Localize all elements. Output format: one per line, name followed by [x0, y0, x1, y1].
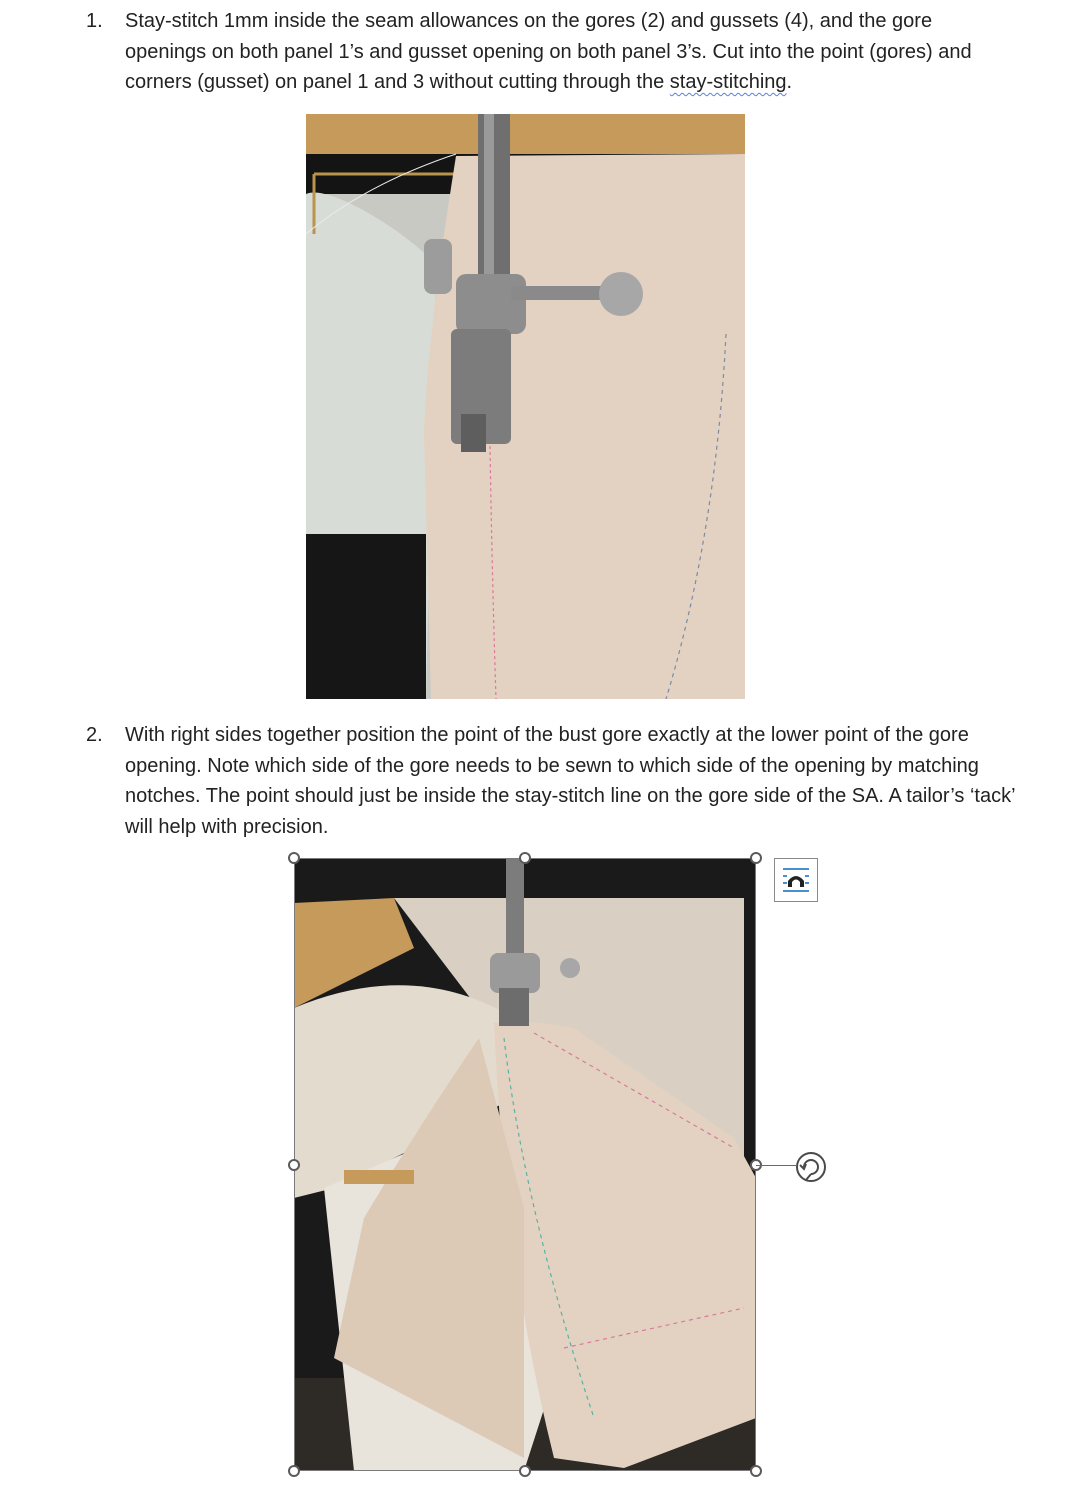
rotate-handle[interactable] [794, 1150, 828, 1184]
resize-handle-bottom-center[interactable] [519, 1465, 531, 1477]
step-number: 2. [86, 724, 103, 746]
layout-options-icon [775, 859, 817, 901]
resize-handle-middle-left[interactable] [288, 1159, 300, 1171]
sewing-bust-gore-photo[interactable] [294, 858, 756, 1471]
resize-handle-bottom-left[interactable] [288, 1465, 300, 1477]
layout-options-button[interactable] [774, 858, 818, 902]
resize-handle-top-right[interactable] [750, 852, 762, 864]
sewing-machine-stay-stitching-photo[interactable] [306, 114, 745, 699]
rotate-icon [794, 1150, 828, 1184]
step-text[interactable]: Stay-stitch 1mm inside the seam allowances on the gores (2) and gussets (4), and the gore openings on both panel 1’s and gusset opening on both panel 3’s. Cut into the point (gores) and corners (gusset) on panel 1 and 3 without cutting through the stay-stitching. [125, 10, 972, 93]
resize-handle-top-left[interactable] [288, 852, 300, 864]
step-number: 1. [86, 10, 103, 32]
step-text[interactable]: With right sides together position the point of the bust gore exactly at the lower point of the gore opening. Note which side of the gore needs to be sewn to which side of the opening by matching notches. The point should just be inside the stay-stitch line on the gore side of the SA. A tailor’s ‘tack’ will help with precision. [125, 724, 1015, 838]
resize-handle-bottom-right[interactable] [750, 1465, 762, 1477]
rotate-handle-connector [756, 1165, 796, 1166]
resize-handle-top-center[interactable] [519, 852, 531, 864]
spellcheck-flagged-word[interactable]: stay-stitching [669, 71, 787, 93]
